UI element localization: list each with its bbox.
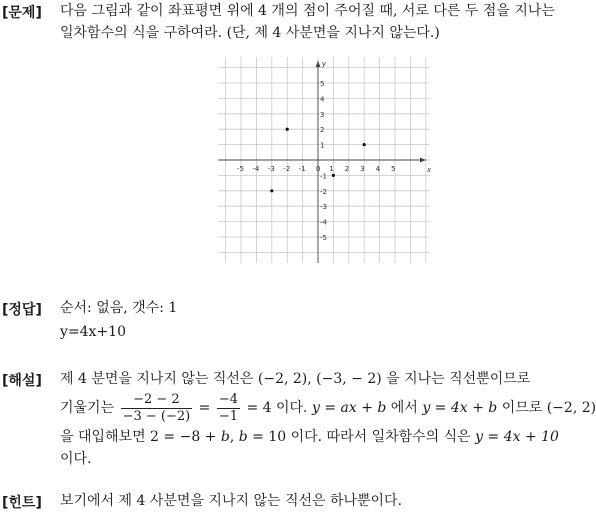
variable-b-1: b xyxy=(220,429,230,445)
slope-fraction-2-denominator: −1 xyxy=(218,408,239,424)
problem-tag: [문제] xyxy=(2,5,42,21)
y-tick-label: 5 xyxy=(320,80,325,88)
answer-line-2: y=4x+10 xyxy=(60,324,126,340)
y-axis-label: y xyxy=(322,60,327,68)
slope-result: = 4 이다. xyxy=(246,400,308,416)
hint-text xyxy=(60,490,586,512)
problem-line-1: 다음 그림과 같이 좌표평면 위에 4 개의 점이 주어질 때, 서로 다른 두 점을 지나는 xyxy=(60,3,555,19)
final-equation: y = 4x + 10 xyxy=(475,429,559,445)
substitution-text: 을 대입해보면 2 = −8 + xyxy=(60,429,217,445)
y-tick-label: 1 xyxy=(320,141,325,150)
y-tick-label: 2 xyxy=(320,126,325,135)
explanation-text xyxy=(60,368,596,470)
y-tick-label: 3 xyxy=(320,110,325,119)
coordinate-plane-svg xyxy=(218,57,430,263)
x-tick-label: 4 xyxy=(375,165,381,173)
y-tick-label: -2 xyxy=(320,187,327,196)
specific-equation: y = 4x + b xyxy=(422,400,498,416)
data-point xyxy=(286,128,289,131)
slope-fraction-2 xyxy=(217,392,240,425)
x-tick-label: -5 xyxy=(237,165,244,173)
x-tick-label: -4 xyxy=(252,165,260,173)
equals-sign: = xyxy=(198,400,211,416)
x-tick-label: 2 xyxy=(344,165,350,173)
hint-tag: [힌트] xyxy=(2,495,42,511)
general-equation: y = ax + b xyxy=(311,400,387,416)
x-tick-label: -2 xyxy=(283,165,291,173)
y-tick-label: -4 xyxy=(320,218,327,227)
slope-fraction-2-numerator: −4 xyxy=(218,391,239,407)
y-tick-label: 4 xyxy=(320,95,325,104)
comma: , xyxy=(229,429,235,445)
slope-fraction-1-numerator: −2 − 2 xyxy=(121,392,193,409)
explanation-connector-1: 에서 xyxy=(390,400,418,416)
slope-label: 기울기는 xyxy=(60,400,115,416)
x-tick-label: -3 xyxy=(267,165,275,173)
data-point xyxy=(332,174,335,177)
answer-text xyxy=(60,297,586,343)
data-point xyxy=(270,189,273,192)
conclusion-text: = 10 이다. 따라서 일차함수의 식은 xyxy=(252,429,471,445)
slope-fraction-1-denominator: −3 − (−2) xyxy=(122,408,191,424)
x-tick-label: 3 xyxy=(360,165,365,173)
data-point xyxy=(363,143,366,146)
coordinate-plane xyxy=(218,57,430,263)
slope-fraction-1 xyxy=(121,392,193,425)
y-tick-label: -5 xyxy=(320,234,327,242)
explanation-tag: [해설] xyxy=(2,373,42,389)
x-tick-label: 0 xyxy=(316,165,321,173)
x-tick-label: 1 xyxy=(329,165,334,173)
y-tick-label: -3 xyxy=(320,203,327,212)
answer-line-1: 순서: 없음, 갯수: 1 xyxy=(60,300,178,316)
answer-tag: [정답] xyxy=(2,302,42,318)
hint-line-1: 보기에서 제 4 사분면을 지나지 않는 직선은 하나뿐이다. xyxy=(60,493,403,509)
y-axis-arrow-icon xyxy=(316,61,321,67)
explanation-line-1: 제 4 분면을 지나지 않는 직선은 (−2, 2), (−3, − 2) 을 지나는 직선뿐이므로 xyxy=(60,371,531,387)
x-tick-label: -1 xyxy=(298,165,306,173)
explanation-connector-2: 이므로 (−2, 2) xyxy=(501,400,596,416)
y-tick-label: -1 xyxy=(320,172,327,181)
x-axis-label: x xyxy=(427,166,432,174)
problem-text xyxy=(60,0,586,44)
explanation-line-4: 이다. xyxy=(60,451,92,467)
problem-line-2: 일차함수의 식을 구하여라. (단, 제 4 사분면을 지나지 않는다.) xyxy=(60,25,440,41)
explanation-line-3 xyxy=(60,426,586,448)
x-tick-label: 5 xyxy=(391,165,396,173)
x-axis-arrow-icon xyxy=(420,158,426,163)
variable-b-2: b xyxy=(238,429,248,445)
explanation-line-2 xyxy=(60,390,596,426)
